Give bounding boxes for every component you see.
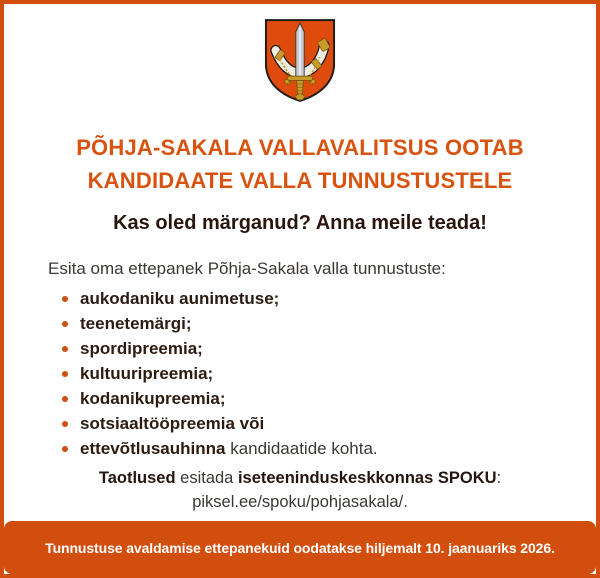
subtitle: Kas oled märganud? Anna meile teada!	[113, 212, 487, 234]
intro-text: Esita oma ettepanek Põhja-Sakala valla tunnustuste:	[48, 259, 446, 278]
award-item-label: sotsiaaltööpreemia või	[80, 413, 265, 433]
submit-instructions	[4, 466, 596, 514]
bullet-icon	[62, 296, 68, 302]
bullet-icon	[62, 446, 68, 452]
award-item	[62, 336, 596, 361]
award-item-label: ettevõtlusauhinna kandidaatide kohta.	[80, 438, 378, 458]
award-item	[62, 386, 596, 411]
award-item-label: kodanikupreemia;	[80, 388, 226, 408]
award-item	[62, 286, 596, 311]
award-item	[62, 411, 596, 436]
award-item-label: kultuuripreemia;	[80, 363, 214, 383]
deadline-banner: Tunnustuse avaldamise ettepanekuid oodatakse hiljemalt 10. jaanuariks 2026.	[4, 521, 596, 574]
award-item	[62, 311, 596, 336]
award-item-label: teenetemärgi;	[80, 313, 192, 333]
award-item-label: aukodaniku aunimetuse;	[80, 288, 280, 308]
award-item	[62, 361, 596, 386]
page-title	[4, 131, 596, 197]
bullet-icon	[62, 396, 68, 402]
award-item-label: spordipreemia;	[80, 338, 203, 358]
award-item	[62, 436, 596, 461]
bullet-icon	[62, 321, 68, 327]
page-title-line1: PÕHJA-SAKALA VALLAVALITSUS OOTAB	[76, 135, 524, 160]
page-title-line2: KANDIDAATE VALLA TUNNUSTUSTELE	[87, 168, 513, 193]
coat-of-arms-icon	[263, 17, 337, 105]
bullet-icon	[62, 371, 68, 377]
bullet-icon	[62, 421, 68, 427]
bullet-icon	[62, 346, 68, 352]
award-list	[4, 286, 596, 461]
submit-line: Taotlused esitada iseteeninduskeskkonnas SPOKU:	[98, 469, 502, 487]
spoku-url: piksel.ee/spoku/pohjasakala/.	[192, 493, 408, 511]
